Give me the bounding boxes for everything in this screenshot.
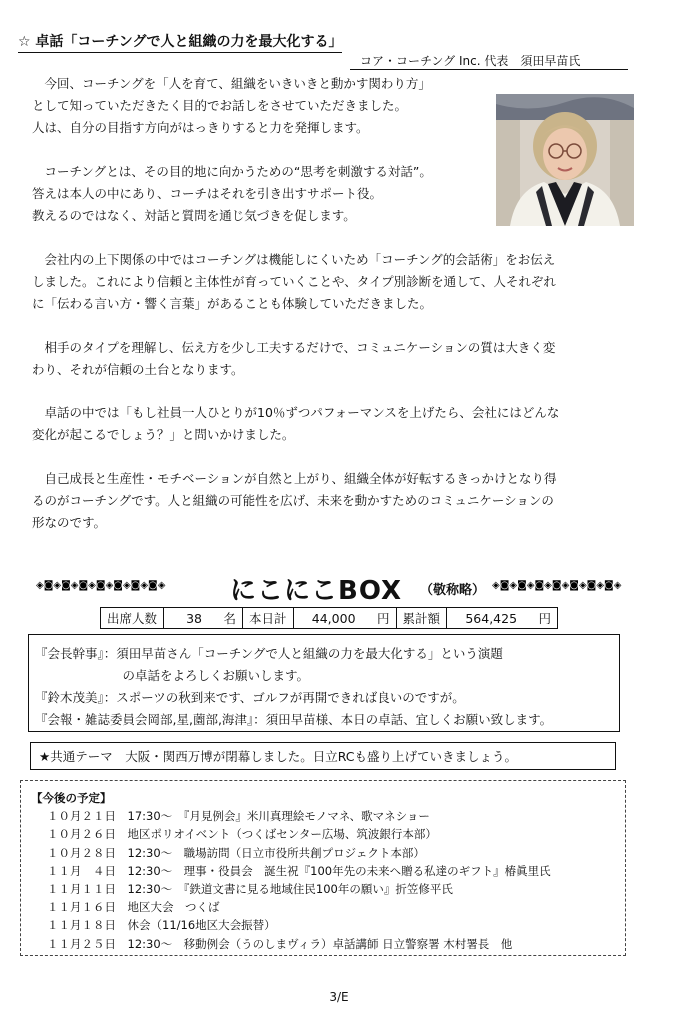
schedule-heading: 【今後の予定】	[31, 791, 112, 805]
today-total-label: 本日計	[243, 608, 294, 629]
paragraph-communication-quality	[32, 337, 555, 381]
schedule-item: １１月１１日 12:30～ 『鉄道文書に見る地域住民100年の願い』折笠修平氏	[47, 882, 453, 897]
cumulative-unit: 円	[523, 608, 558, 629]
text-line: 答えは本人の中にあり、コーチはそれを引き出すサポート役。	[32, 186, 383, 201]
decorative-border-right: ◈◙◈◙◈◙◈◙◈◙◈◙◈◙◈	[492, 580, 622, 591]
today-total-unit: 円	[362, 608, 397, 629]
attendance-label: 出席人数	[101, 608, 164, 629]
today-total-value: 44,000	[293, 608, 362, 629]
attendance-value: 38	[164, 608, 209, 629]
cumulative-label: 累計額	[396, 608, 447, 629]
nikoniko-box-title: にこにこBOX	[230, 576, 403, 606]
schedule-item: １０月２８日 12:30～ 職場訪問（日立市役所共創プロジェクト本部）	[47, 845, 425, 860]
text-line: 人は、自分の目指す方向がはっきりすると力を発揮します。	[32, 120, 369, 135]
text-line: 形なのです。	[32, 515, 107, 530]
page-number: 3/E	[329, 990, 349, 1004]
text-line: 教えるのではなく、対話と質問を通じ気づきを促します。	[32, 208, 356, 223]
schedule-item: １１月１６日 地区大会 つくば	[47, 900, 220, 915]
schedule-item: １０月２６日 地区ポリオイベント（つくばセンター広場、筑波銀行本部）	[47, 827, 437, 842]
member-messages-box	[28, 634, 620, 732]
decorative-border-left: ◈◙◈◙◈◙◈◙◈◙◈◙◈◙◈	[36, 580, 166, 591]
common-theme-box: ★共通テーマ 大阪・関西万博が閉幕しました。日立RCも盛り上げていきましょう。	[30, 742, 616, 770]
text-line: 相手のタイプを理解し、伝え方を少し工夫するだけで、コミュニケーションの質は大きく変	[44, 340, 556, 355]
text-line: しました。これにより信頼と主体性が育っていくことや、タイプ別診断を通して、人それぞれ	[32, 274, 556, 289]
message-line: 『会長幹事』：須田早苗さん「コーチングで人と組織の力を最大化する」という演題	[35, 646, 503, 661]
text-line: るのがコーチングです。人と組織の可能性を広げ、未来を動かすためのコミュニケーションの	[32, 493, 554, 508]
paragraph-intro	[32, 73, 431, 139]
paragraph-coaching-definition	[32, 161, 432, 227]
schedule-item: １１月１８日 休会（11/16地区大会振替）	[47, 918, 276, 933]
paragraph-question	[32, 402, 559, 446]
paragraph-conversation-skills	[32, 249, 556, 315]
text-line: に「伝わる言い方・響く言葉」があることも体験していただきました。	[32, 296, 433, 311]
donation-stats-table	[100, 607, 558, 629]
attendance-unit: 名	[208, 608, 243, 629]
nikoniko-box-header	[36, 570, 636, 606]
speaker-credit: コア・コーチング Inc. 代表 須田早苗氏	[350, 52, 628, 70]
schedule-item: １０月２１日 17:30～ 『月見例会』米川真理絵モノマネ、歌マネショー	[47, 809, 430, 824]
text-line: 今回、コーチングを「人を育て、組織をいきいきと動かす関わり方」	[44, 76, 431, 91]
text-line: 卓話の中では「もし社員一人ひとりが10％ずつパフォーマンスを上げたら、会社にはどんな	[44, 405, 560, 420]
honorific-note: （敬称略）	[420, 583, 486, 598]
text-line: 変化が起こるでしょう？」と問いかけました。	[32, 427, 295, 442]
speaker-photo	[496, 94, 634, 226]
message-line: の卓話をよろしくお願いします。	[35, 668, 310, 683]
text-line: コーチングとは、その目的地に向かうための“思考を刺激する対話”。	[44, 164, 432, 179]
message-line: 『会報・雑誌委員会岡部,星,薗部,海津』：須田早苗様、本日の卓話、宜しくお願い致します。	[35, 712, 553, 727]
text-line: として知っていただきたく目的でお話しをさせていただきました。	[32, 98, 408, 113]
cumulative-value: 564,425	[447, 608, 524, 629]
text-line: 会社内の上下関係の中ではコーチングは機能しにくいため「コーチング的会話術」をお伝え	[44, 252, 556, 267]
upcoming-schedule	[20, 780, 626, 956]
text-line: わり、それが信頼の土台となります。	[32, 362, 244, 377]
schedule-item: １１月 ４日 12:30～ 理事・役員会 誕生祝『100年先の未来へ贈る私達のギフト』椿眞里氏	[47, 863, 551, 878]
message-line: 『鈴木茂美』：スポーツの秋到来です、ゴルフが再開できれば良いのですが。	[35, 690, 465, 705]
schedule-item: １１月２５日 12:30～ 移動例会（うのしまヴィラ）卓話講師 日立警察署 木村署長 他	[47, 936, 513, 951]
paragraph-conclusion	[32, 468, 557, 534]
talk-title: ☆ 卓話「コーチングで人と組織の力を最大化する」	[18, 31, 342, 53]
text-line: 自己成長と生産性・モチベーションが自然と上がり、組織全体が好転するきっかけとなり得	[44, 471, 557, 486]
